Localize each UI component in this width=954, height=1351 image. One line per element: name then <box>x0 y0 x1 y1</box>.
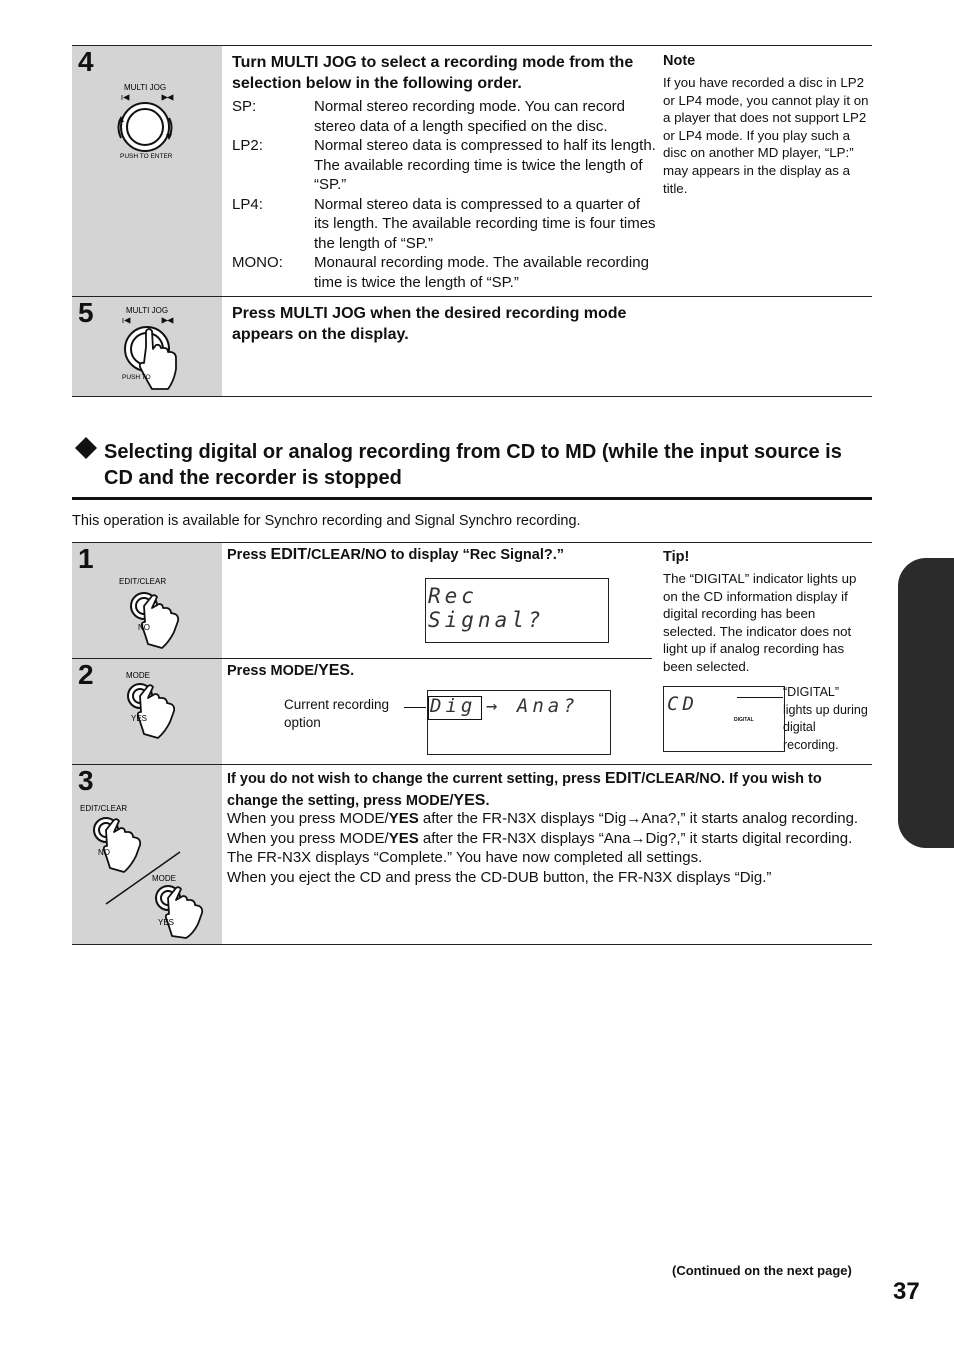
current-option-callout: Current recording option <box>284 697 390 730</box>
step5-number: 5 <box>78 297 94 328</box>
note-title: Note <box>663 53 696 69</box>
note-text: If you have recorded a disc in LP2 or LP4 mode, you cannot play it on a player that does not support LP2 or LP4 mode. If you play such a disc on another MD player, “LP:” may appears in the display as a title. <box>663 75 869 196</box>
svg-text:MODE: MODE <box>126 671 150 680</box>
stepA2-instruction: Press MODE/YES. <box>227 662 355 679</box>
stepA3-lead: If you do not wish to change the current setting, press EDIT/CLEAR/NO. If you wish to change the setting, press MODE/YES. <box>227 770 822 809</box>
edit-mode-buttons-icon <box>78 800 218 940</box>
page-number: 37 <box>893 1278 920 1305</box>
stepA1-instruction: Press EDIT/CLEAR/NO to display “Rec Signal?.” <box>227 546 565 563</box>
svg-text:EDIT/CLEAR: EDIT/CLEAR <box>119 577 167 586</box>
svg-text:MULTI JOG: MULTI JOG <box>126 306 169 315</box>
stepA2-number: 2 <box>78 659 94 690</box>
dig-ana-display <box>427 690 611 755</box>
step4-title: Turn MULTI JOG to select a recording mode from the selection below in the following order. <box>232 54 634 92</box>
mode-yes-button-icon <box>112 668 192 752</box>
tip-text: The “DIGITAL” indicator lights up on the CD information display if digital recording has been selected. The indicator does not light up if analog recording has been selected. <box>663 571 857 674</box>
step5-title: Press MULTI JOG when the desired recording mode appears on the display. <box>232 305 627 343</box>
side-section-tab <box>898 558 954 848</box>
mode-lp4: LP4: Normal stereo data is compressed to a quarter of its length. The available recording time is four times the length of “SP.” <box>232 195 656 252</box>
cd-display-text: CD <box>667 693 698 715</box>
diamond-bullet-icon <box>75 437 97 459</box>
stepA3-line4: When you eject the CD and press the CD-DUB button, the FR-N3X displays “Dig.” <box>227 868 772 886</box>
stepA3-body <box>227 809 875 887</box>
svg-text:YES: YES <box>158 918 175 927</box>
svg-text:MODE: MODE <box>152 874 176 883</box>
svg-text:YES: YES <box>131 714 148 723</box>
stepA3-line2: When you press MODE/YES after the FR-N3X displays “Ana→Dig?,” it starts digital recording. <box>227 829 853 847</box>
mode-lp2: LP2: Normal stereo data is compressed to half its length. The available recording time is twice the length of “SP.” <box>232 137 656 193</box>
display-text: Rec Signal? <box>428 584 545 632</box>
section-intro: This operation is available for Synchro recording and Signal Synchro recording. <box>72 513 581 529</box>
display-option-text: Dig <box>430 695 477 717</box>
stepA3-line1: When you press MODE/YES after the FR-N3X displays “Dig→Ana?,” it starts analog recording. <box>227 810 859 827</box>
stepA3-line3: The FR-N3X displays “Complete.” You have now completed all settings. <box>227 849 703 866</box>
svg-text:PUSH TO: PUSH TO <box>122 374 151 381</box>
digital-callout: “DIGITAL” lights up during digital recording. <box>783 685 868 752</box>
stepA1-number: 1 <box>78 543 94 574</box>
svg-text:NO: NO <box>98 848 110 857</box>
multi-jog-icon <box>112 82 184 162</box>
display-rest-text: → Ana? <box>486 695 579 717</box>
stepA3-number: 3 <box>78 765 94 796</box>
edit-clear-button-icon <box>112 574 192 658</box>
digital-indicator: DIGITAL <box>734 717 754 723</box>
svg-text:NO: NO <box>138 623 150 632</box>
push-to-enter-label: PUSH TO ENTER <box>120 153 173 160</box>
mode-mono: MONO: Monaural recording mode. The available recording time is twice the length of “SP.” <box>232 254 649 291</box>
step4-number: 4 <box>78 46 94 77</box>
multi-jog-press-icon <box>112 305 188 393</box>
section-heading: Selecting digital or analog recording from CD to MD (while the input source is CD and the recorder is stopped <box>104 441 842 489</box>
step4-mode-list <box>232 97 656 292</box>
continued-note: (Continued on the next page) <box>672 1263 852 1278</box>
rec-signal-display <box>425 578 609 643</box>
mode-sp: SP: Normal stereo recording mode. You can record stereo data of a length specified on the disc. <box>232 98 626 135</box>
tip-title: Tip! <box>663 549 690 565</box>
cd-info-display <box>663 686 785 752</box>
multi-jog-label: MULTI JOG <box>124 83 167 92</box>
svg-text:EDIT/CLEAR: EDIT/CLEAR <box>80 804 128 813</box>
